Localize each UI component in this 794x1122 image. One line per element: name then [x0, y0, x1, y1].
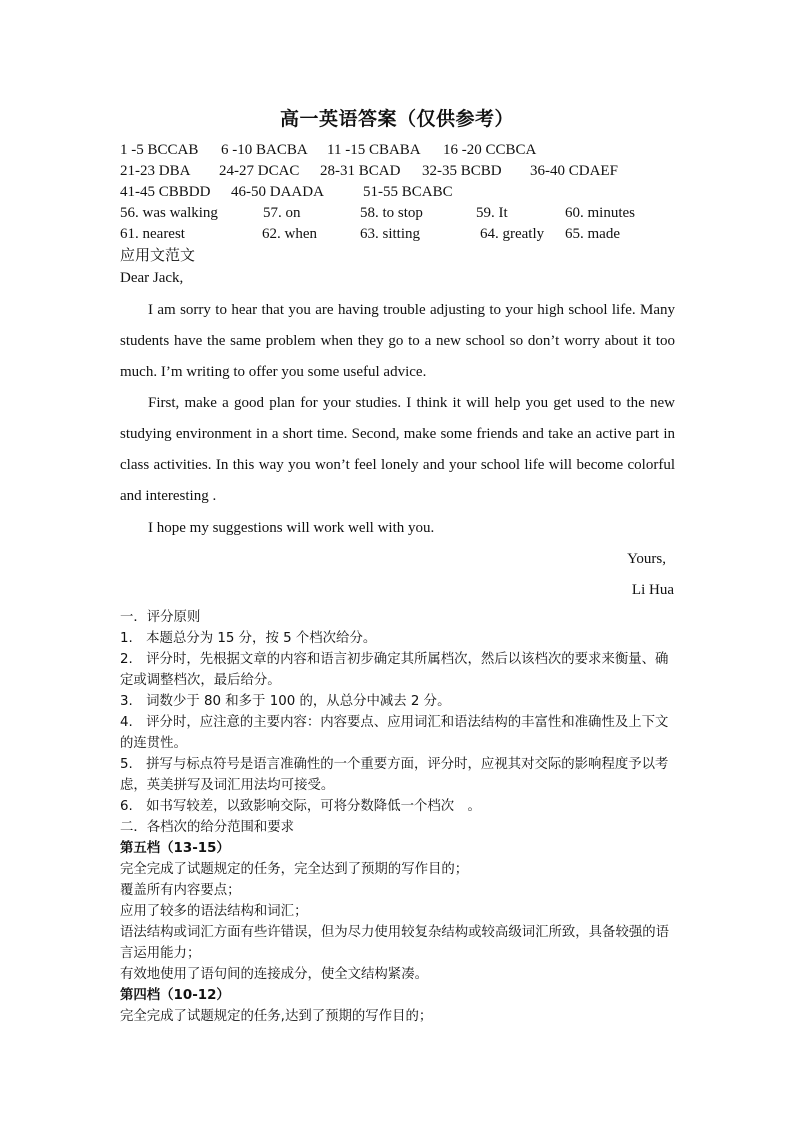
letter-paragraph-1: I am sorry to hear that you are having trouble adjusting to your high school life. Many students have the same problem when they go to a new school so don’t worry about it too much. I’m writing to offer you some useful advice. — [120, 302, 675, 380]
answer-group: 24-27 DCAC — [219, 163, 300, 179]
level-item: 完全完成了试题规定的任务,达到了预期的写作目的； — [120, 1009, 433, 1024]
answer-row-1 — [120, 140, 680, 160]
level-item: 语法结构或词汇方面有些许错误，但为尽力使用较复杂结构或较高级词汇所致，具备较强的语言运用能力； — [120, 925, 670, 961]
letter-salutation: Dear Jack, — [120, 270, 184, 286]
rule-item: 4. 评分时，应注意的主要内容：内容要点、应用词汇和语法结构的丰富性和准确性及上下文的连贯性。 — [120, 715, 669, 751]
answer-group: 16 -20 CCBCA — [443, 142, 537, 158]
answer-group: 28-31 BCAD — [320, 163, 401, 179]
rule-item: 3. 词数少于 80 和多于 100 的，从总分中减去 2 分。 — [120, 694, 451, 709]
answer-group: 61. nearest — [120, 226, 185, 242]
answer-group: 11 -15 CBABA — [327, 142, 421, 158]
answer-group: 6 -10 BACBA — [221, 142, 308, 158]
answer-group: 41-45 CBBDD — [120, 184, 211, 200]
scoring-section — [120, 607, 680, 1027]
answer-row-3 — [120, 182, 680, 202]
rule-item: 1. 本题总分为 15 分，按 5 个档次给分。 — [120, 631, 377, 646]
answer-group: 56. was walking — [120, 205, 218, 221]
rule-item: 5. 拼写与标点符号是语言准确性的一个重要方面，评分时，应视其对交际的影响程度予以考虑，英美拼写及词汇用法均可接受。 — [120, 757, 669, 793]
answer-group: 21-23 DBA — [120, 163, 191, 179]
rule-item: 6. 如书写较差，以致影响交际，可将分数降低一个档次 。 — [120, 799, 481, 814]
answer-row-2 — [120, 161, 680, 181]
letter-closing: Yours, — [627, 551, 666, 567]
answer-group: 57. on — [263, 205, 301, 221]
level-item: 应用了较多的语法结构和词汇； — [120, 904, 308, 919]
answer-group: 64. greatly — [480, 226, 545, 242]
answer-group: 1 -5 BCCAB — [120, 142, 199, 158]
letter-paragraph-3: I hope my suggestions will work well with you. — [148, 520, 435, 536]
level-heading: 第四档（10-12） — [120, 988, 230, 1003]
answer-group: 60. minutes — [565, 205, 635, 221]
sample-heading: 应用文范文 — [120, 246, 196, 264]
answer-group: 51-55 BCABC — [363, 184, 453, 200]
level-heading: 第五档（13-15） — [120, 841, 230, 856]
answer-group: 63. sitting — [360, 226, 421, 242]
answer-group: 36-40 CDAEF — [530, 163, 618, 179]
answer-row-4 — [120, 203, 680, 223]
page-title: 高一英语答案（仅供参考） — [279, 108, 514, 130]
answer-group: 58. to stop — [360, 205, 423, 221]
letter-paragraph-2: First, make a good plan for your studies. I think it will help you get used to the new studying environment in a short time. Second, make some friends and take an active part in class activities. In this way you won’t feel lonely and your school life will become colorful and interesting . — [120, 395, 675, 504]
section-heading: 一．评分原则 — [120, 610, 201, 625]
answer-group: 62. when — [262, 226, 317, 242]
section-heading: 二．各档次的给分范围和要求 — [120, 820, 295, 835]
answer-group: 32-35 BCBD — [422, 163, 502, 179]
letter-signature: Li Hua — [631, 582, 674, 598]
answer-row-5 — [120, 224, 680, 244]
answer-group: 65. made — [565, 226, 620, 242]
answer-group: 46-50 DAADA — [231, 184, 324, 200]
level-item: 覆盖所有内容要点； — [120, 883, 241, 898]
answer-group: 59. It — [476, 205, 508, 221]
level-item: 完全完成了试题规定的任务，完全达到了预期的写作目的； — [120, 862, 469, 877]
level-item: 有效地使用了语句间的连接成分，使全文结构紧凑。 — [120, 967, 428, 982]
rule-item: 2. 评分时，先根据文章的内容和语言初步确定其所属档次，然后以该档次的要求来衡量、确定或调整档次，最后给分。 — [120, 652, 669, 688]
